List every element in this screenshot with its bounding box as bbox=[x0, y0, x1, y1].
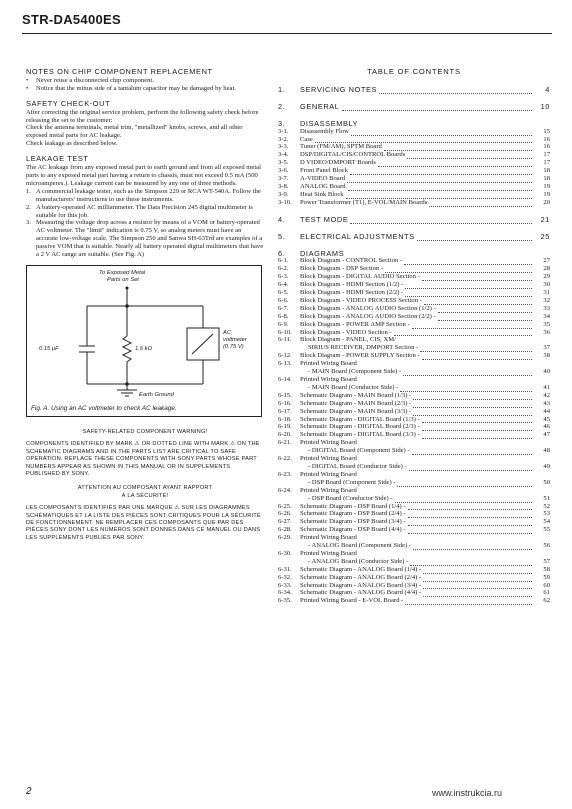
toc-entry[interactable]: 6-3. Block Diagram - DIGITAL AUDIO Section - 29 bbox=[278, 273, 550, 281]
toc-entry[interactable]: - ANALOG Board (Component Side) - 56 bbox=[308, 542, 550, 550]
notes-bullet: • Never reuse a disconnected chip component. bbox=[26, 76, 154, 84]
toc-entry[interactable]: 6-26. Schematic Diagram - DSP Board (2/4) - 53 bbox=[278, 510, 550, 518]
toc-section[interactable]: 6. DIAGRAMS bbox=[278, 248, 345, 258]
toc-entry[interactable]: 6-19. Schematic Diagram - DIGITAL Board (2/3) - 46 bbox=[278, 423, 550, 431]
safety-text: Check leakage as described below. bbox=[26, 140, 118, 148]
toc-entry[interactable]: 6-2. Block Diagram - DSP Section - 28 bbox=[278, 265, 550, 273]
toc-entry[interactable]: 6-14. Printed Wiring Board bbox=[278, 376, 357, 383]
toc-entry[interactable]: 6-30. Printed Wiring Board bbox=[278, 549, 357, 557]
toc-entry[interactable]: - MAIN Board (Conductor Side) - 41 bbox=[308, 383, 550, 391]
warning-fr-title: ATTENTION AU COMPOSANT AYANT RAPPORT bbox=[77, 485, 213, 492]
toc-entry[interactable]: 6-15. Schematic Diagram - MAIN Board (1/3) - 42 bbox=[278, 391, 550, 399]
toc-entry[interactable]: 6-31. Schematic Diagram - ANALOG Board (1/4) - 58 bbox=[278, 565, 550, 573]
toc-section[interactable]: 2. GENERAL 10 bbox=[278, 101, 550, 111]
toc-entry[interactable]: 6-24. Printed Wiring Board bbox=[278, 486, 357, 494]
toc-title: TABLE OF CONTENTS bbox=[367, 67, 461, 76]
toc-entry[interactable]: 3-7. A-VIDEO Board 18 bbox=[278, 175, 550, 183]
toc-entry[interactable]: 6-18. Schematic Diagram - DIGITAL Board (1/3) - 45 bbox=[278, 415, 550, 423]
model-header: STR-DA5400ES bbox=[22, 12, 121, 27]
toc-entry[interactable]: 6-20. Schematic Diagram - DIGITAL Board (3/3) - 47 bbox=[278, 431, 550, 439]
toc-entry[interactable]: 3-4. DSP/DIGITAL/CIS/CONTROL Boards 17 bbox=[278, 151, 550, 159]
earth-ground-label: Earth Ground bbox=[139, 391, 174, 398]
toc-entry[interactable]: 3-9. Heat Sink Block 19 bbox=[278, 190, 550, 198]
safety-warning-en bbox=[26, 429, 264, 542]
toc-entry[interactable]: - DSP Board (Conductor Side) - 51 bbox=[308, 494, 550, 502]
safety-text: Check the antenna terminals, metal trim, "metallized" knobs, screws, and all other exposed metal parts for AC leakage. bbox=[26, 124, 243, 140]
watermark: www.instrukcia.ru bbox=[432, 788, 503, 798]
left-column bbox=[26, 68, 264, 542]
notes-bullet: • Notice that the minus side of a tantalum capacitor may be damaged by heat. bbox=[26, 84, 236, 92]
toc-entry[interactable]: 6-23. Printed Wiring Board bbox=[278, 470, 357, 478]
leakage-item: 1. A commercial leakage tester, such as the Simpson 229 or RCA WT-540A. Follow the manufacturers' instructions to use these instruments. bbox=[26, 187, 261, 203]
page-number: 2 bbox=[26, 786, 32, 797]
toc-entry[interactable]: 6-8. Block Diagram - ANALOG AUDIO Section (2/2) - 34 bbox=[278, 312, 550, 320]
leakage-title: LEAKAGE TEST bbox=[26, 154, 89, 164]
toc-entry[interactable]: 6-28. Schematic Diagram - DSP Board (4/4) - 55 bbox=[278, 526, 550, 534]
toc-entry[interactable]: - ANALOG Board (Conductor Side) - 57 bbox=[308, 557, 550, 565]
toc-section[interactable]: 5. ELECTRICAL ADJUSTMENTS 25 bbox=[278, 231, 550, 241]
toc-entry[interactable]: 6-21. Printed Wiring Board bbox=[278, 439, 357, 447]
figure-caption: Fig. A. Using an AC voltmeter to check AC leakage. bbox=[31, 405, 177, 413]
toc-entry[interactable]: 6-11. Block Diagram - PANEL, CIS, XM/ bbox=[278, 336, 396, 344]
toc-entry[interactable]: 6-16. Schematic Diagram - MAIN Board (2/3) - 43 bbox=[278, 399, 550, 407]
warning-fr-body: LES COMPOSANTS IDENTIFIÉS PAR UNE MARQUE ⚠ SUR LES DIAGRAMMES SCHÉMATIQUES ET LA LISTE DES PIÈCES SONT CRITIQUES POUR LA SÉCURITÉ DE FONCTIONNEMENT. NE REMPLACER CES COMPOSANTS QUE PAR DES PIÈCES SONY DONT LES NUMÉROS SONT DONNÉS DANS CE MANUEL OU DANS LES SUPPLÉMENTS PUBLIÉS PAR SONY. bbox=[26, 505, 261, 541]
toc-entry[interactable]: 6-35. Printed Wiring Board - E-VOL Board - 62 bbox=[278, 597, 550, 605]
toc-entry[interactable]: 3-5. D VIDEO/DMPORT Boards 17 bbox=[278, 159, 550, 167]
warning-en-title: SAFETY-RELATED COMPONENT WARNING! bbox=[82, 428, 208, 435]
toc-entry[interactable]: 6-33. Schematic Diagram - ANALOG Board (3/4) - 60 bbox=[278, 581, 550, 589]
table-of-contents bbox=[278, 68, 550, 605]
toc-entry[interactable]: - DSP Board (Component Side) - 50 bbox=[308, 478, 550, 486]
toc-entry[interactable]: 6-10. Block Diagram - VIDEO Section - 36 bbox=[278, 328, 550, 336]
toc-entry[interactable]: 6-5. Block Diagram - HDMI Section (2/2) - 31 bbox=[278, 289, 550, 297]
leakage-item: 3. Measuring the voltage drop across a resistor by means of a VOM or battery-operated AC voltmeter. The "limit" indication is 0.75 V, so analog meters must have an accurate low-voltage scale. The Simpson 250 and Sanwa SH-63Trd are examples of a passive VOM that is suitable. Nearly all battery operated digital multimeters that have a 2 V AC range are suitable. (See Fig. A) bbox=[26, 219, 264, 259]
toc-entry[interactable]: 6-29. Printed Wiring Board bbox=[278, 534, 357, 542]
ac-label: AC bbox=[223, 329, 232, 336]
toc-entry[interactable]: - DIGITAL Board (Conductor Side) - 49 bbox=[308, 462, 550, 470]
resistor-label: 1.5 kΩ bbox=[135, 345, 152, 352]
toc-section[interactable]: 3. DISASSEMBLY bbox=[278, 118, 359, 128]
toc-entry[interactable]: 6-25. Schematic Diagram - DSP Board (1/4) - 52 bbox=[278, 502, 550, 510]
toc-entry[interactable]: 6-9. Block Diagram - POWER AMP Section - 35 bbox=[278, 320, 550, 328]
header-rule bbox=[22, 33, 552, 34]
toc-entry[interactable]: 6-34. Schematic Diagram - ANALOG Board (4/4) - 61 bbox=[278, 589, 550, 597]
toc-entry[interactable]: 3-2. Case 16 bbox=[278, 135, 550, 143]
toc-section[interactable]: 1. SERVICING NOTES 4 bbox=[278, 84, 550, 94]
toc-entry[interactable]: 3-1. Disassembly Flow 15 bbox=[278, 127, 550, 135]
toc-disassembly-list bbox=[278, 128, 550, 207]
toc-entry[interactable]: 6-6. Block Diagram - VIDEO PROCESS Section - 32 bbox=[278, 296, 550, 304]
safety-text: After correcting the original service problem, perform the following safety check before releasing the set to the customer: bbox=[26, 108, 259, 124]
voltmeter-label: voltmeter bbox=[223, 336, 247, 343]
toc-entry[interactable]: 6-32. Schematic Diagram - ANALOG Board (2/4) - 59 bbox=[278, 573, 550, 581]
toc-entry[interactable]: 3-10. Power Transformer (T1), E-VOL/MAIN Boards 20 bbox=[278, 198, 550, 206]
toc-section[interactable]: 4. TEST MODE 21 bbox=[278, 214, 550, 224]
figure-a bbox=[26, 265, 262, 417]
warning-fr-title-2: À LA SÉCURITÉ! bbox=[121, 492, 169, 499]
leakage-item: 2. A battery-operated AC milliammeter. The Data Precision 245 digital multimeter is suitable for this job. bbox=[26, 203, 253, 219]
toc-entry[interactable]: 6-17. Schematic Diagram - MAIN Board (3/3) - 44 bbox=[278, 407, 550, 415]
toc-entry[interactable]: - MAIN Board (Component Side) - 40 bbox=[308, 368, 550, 376]
toc-entry[interactable]: 6-1. Block Diagram - CONTROL Section - 27 bbox=[278, 257, 550, 265]
leakage-intro: The AC leakage from any exposed metal part to earth ground and from all exposed metal parts to any exposed metal part having a return to chassis, must not exceed 0.5 mA (500 microamperes.). Leakage current can be measured by any one of three methods. bbox=[26, 164, 261, 187]
toc-entry[interactable]: 6-7. Block Diagram - ANALOG AUDIO Section (1/2) - 33 bbox=[278, 304, 550, 312]
warning-en-body: COMPONENTS IDENTIFIED BY MARK ⚠ OR DOTTED LINE WITH MARK ⚠ ON THE SCHEMATIC DIAGRAMS AND IN THE PARTS LIST ARE CRITICAL TO SAFE OPERATION. REPLACE THESE COMPONENTS WITH SONY PARTS WHOSE PART NUMBERS APPEAR AS SHOWN IN THIS MANUAL OR IN SUPPLEMENTS PUBLISHED BY SONY. bbox=[26, 441, 260, 477]
parts-on-set-label: Parts on Set bbox=[107, 276, 139, 283]
toc-entry[interactable]: 6-12. Block Diagram - POWER SUPPLY Section - 38 bbox=[278, 352, 550, 360]
toc-entry[interactable]: 3-3. Tuner (FM/AM), SPTM Board 16 bbox=[278, 143, 550, 151]
toc-diagrams-list bbox=[278, 257, 550, 605]
toc-entry[interactable]: 3-8. ANALOG Board 19 bbox=[278, 182, 550, 190]
toc-entry[interactable]: 6-4. Block Diagram - HDMI Section (1/2) - 30 bbox=[278, 281, 550, 289]
toc-entry[interactable]: 6-13. Printed Wiring Board bbox=[278, 360, 357, 368]
notes-title: NOTES ON CHIP COMPONENT REPLACEMENT bbox=[26, 67, 213, 76]
toc-entry[interactable]: 6-22. Printed Wiring Board bbox=[278, 455, 357, 463]
toc-entry[interactable]: - DIGITAL Board (Component Side) - 48 bbox=[308, 447, 550, 455]
toc-entry[interactable]: 3-6. Front Panel Block 18 bbox=[278, 167, 550, 175]
to-exposed-label: To Exposed Metal bbox=[99, 269, 146, 276]
toc-entry[interactable]: SIRIUS RECEIVER, DMPORT Section - 37 bbox=[308, 344, 550, 352]
safety-title: SAFETY CHECK-OUT bbox=[26, 98, 111, 108]
volt-value-label: (0.75 V) bbox=[223, 343, 244, 350]
toc-entry[interactable]: 6-27. Schematic Diagram - DSP Board (3/4) - 54 bbox=[278, 518, 550, 526]
capacitor-label: 0.15 μF bbox=[39, 345, 59, 352]
